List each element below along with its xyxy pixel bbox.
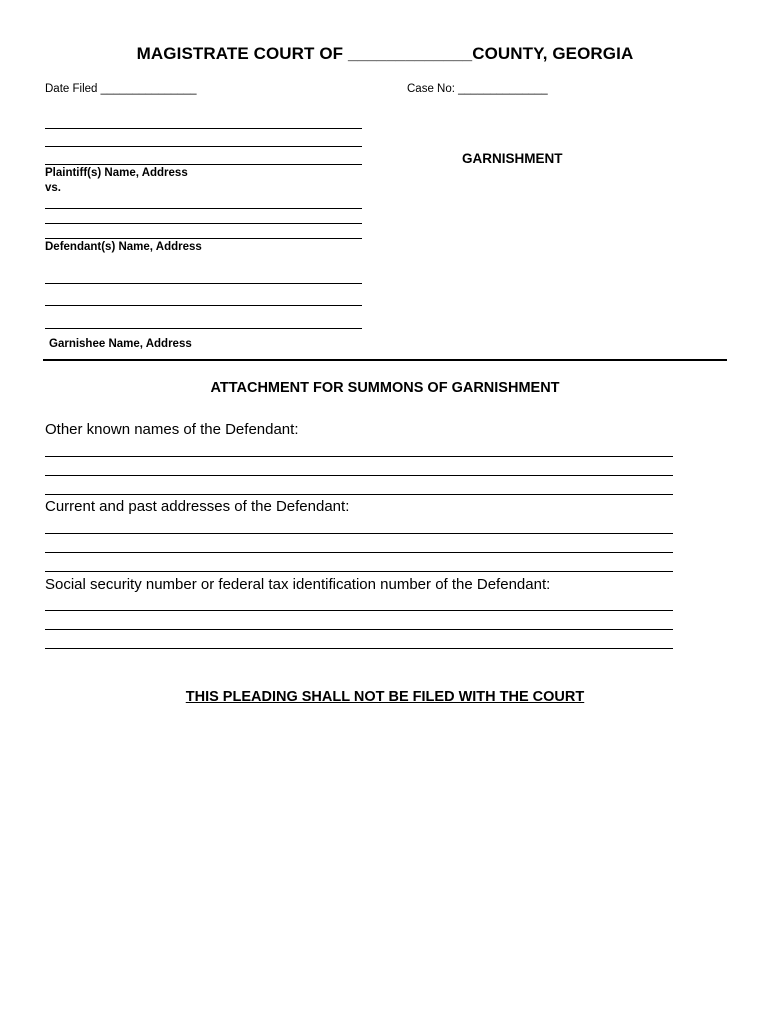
tax-id-line-2 [45, 629, 673, 630]
garnishee-line-1 [45, 283, 362, 284]
attachment-heading: ATTACHMENT FOR SUMMONS OF GARNISHMENT [210, 380, 560, 396]
garnishee-line-3 [45, 328, 362, 329]
court-title: MAGISTRATE COURT OF _____________COUNTY, GEORGIA [136, 44, 634, 63]
garnishee-label: Garnishee Name, Address [49, 338, 192, 350]
defendant-line-2 [45, 223, 362, 224]
addresses-line-3 [45, 571, 673, 572]
other-names-line-1 [45, 456, 673, 457]
versus-label: vs. [45, 182, 61, 194]
addresses-label: Current and past addresses of the Defendant: [45, 498, 350, 515]
plaintiff-label: Plaintiff(s) Name, Address [45, 167, 188, 179]
plaintiff-line-1 [45, 128, 362, 129]
addresses-line-1 [45, 533, 673, 534]
date-filed-field: Date Filed _______________ [45, 83, 197, 95]
tax-id-label: Social security number or federal tax identification number of the Defendant: [45, 576, 551, 593]
case-type-label: GARNISHMENT [462, 151, 563, 166]
plaintiff-line-2 [45, 146, 362, 147]
garnishee-line-2 [45, 305, 362, 306]
plaintiff-line-3 [45, 164, 362, 165]
tax-id-line-3 [45, 648, 673, 649]
other-names-line-2 [45, 475, 673, 476]
filing-notice: THIS PLEADING SHALL NOT BE FILED WITH THE COURT [185, 689, 585, 705]
other-names-label: Other known names of the Defendant: [45, 421, 299, 438]
tax-id-line-1 [45, 610, 673, 611]
defendant-label: Defendant(s) Name, Address [45, 241, 202, 253]
caption-divider [43, 359, 727, 361]
case-number-field: Case No: ______________ [407, 83, 548, 95]
defendant-line-3 [45, 238, 362, 239]
defendant-line-1 [45, 208, 362, 209]
other-names-line-3 [45, 494, 673, 495]
addresses-line-2 [45, 552, 673, 553]
